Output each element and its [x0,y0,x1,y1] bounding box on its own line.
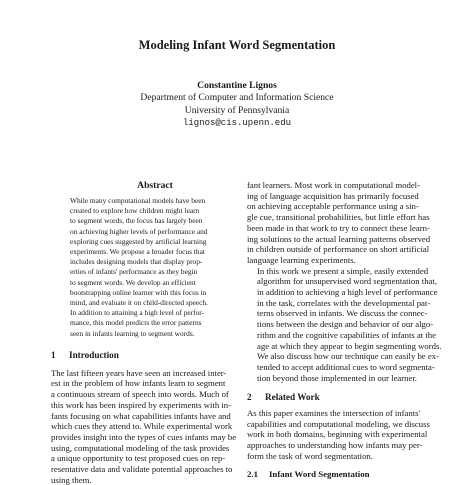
text-line: a unique opportunity to test proposed cues on rep- [51,453,226,464]
text-line: rithm and the cognitive capabilities of infants at the [257,329,437,340]
text-line: experiments. We propose a broader focus that [70,247,205,257]
text-line: language learning experiments. [247,254,356,265]
paper-title: Modeling Infant Word Segmentation [138,38,336,52]
text-line: fants focusing on what capabilities infants have and [51,410,231,421]
text-line: capabilities and computational modeling, we discuss [247,418,430,429]
text-line: tion beyond those implemented in our learner. [257,372,417,383]
text-line: fant learners. Most work in computational model- [247,180,420,190]
introduction-body [51,368,261,485]
text-line: In this work we present a simple, easily extended [257,265,429,276]
text-line: to segment words, the focus has largely been [70,216,203,226]
text-line: in children outside of performance on short artificial [247,244,430,255]
text-line: created to explore how children might learn [70,206,200,216]
text-line: We also discuss how our technique can easily be ex- [257,351,439,362]
text-line: ing solutions to the actual learning patterns observed [247,233,431,244]
right-column [247,180,467,479]
abstract-body [70,196,240,339]
text-line: work in both domains, beginning with experimental [247,429,428,440]
author-affiliation-university: University of Pennsylvania [184,104,290,116]
text-line: form the task of word segmentation. [247,450,373,461]
text-line: using, computational modeling of the task provides [51,442,230,453]
author-name: Constantine Lignos [197,80,277,91]
section-heading-introduction [51,350,261,361]
text-line: In addition to attaining a high level of perfor- [70,308,205,318]
text-line: tions between the design and behavior of our algo- [257,319,434,330]
text-line: erties of infants' performance as they begin [70,267,198,277]
text-line: approaches to understanding how infants may per- [247,440,423,451]
section-title: Introduction [69,350,119,360]
text-line: mance, this model predicts the error patterns [70,318,202,328]
text-line: provides insight into the types of cues infants may be [51,431,237,442]
text-line: this work has been inspired by experiments with in- [51,399,231,410]
text-line: been made in that work to try to connect these learn- [247,222,430,233]
text-line: includes designing models that display prop- [70,257,203,267]
text-line: in the task, correlates with the developmental pat- [257,297,431,308]
text-line: to segment words. We develop an efficient [70,277,196,287]
text-line: algorithm for unsupervised word segmentation that, [257,276,437,287]
text-line: gle cue, transitional probabilities, but little effort has [247,212,430,223]
text-line: mind, and evaluate it on child-directed speech. [70,298,208,308]
text-line: The last fifteen years have seen an increased inter- [51,367,227,378]
text-line: age at which they appear to begin segmenting words. [257,340,442,351]
section-heading-related-work [247,392,467,403]
text-line: on achieving acceptable performance using a sin- [247,201,419,212]
subsection-number: 2.1 [247,468,258,479]
text-line: which cues they attend to. While experimental work [51,421,233,432]
author-affiliation-department: Department of Computer and Information Science [140,92,334,104]
section-number: 2 [247,392,252,403]
text-line: est in the problem of how infants learn to segment [51,378,226,389]
introduction-continued [247,180,467,266]
left-column [51,350,261,485]
text-line: As this paper examines the intersection of infants' [247,408,421,419]
text-line: on achieving higher levels of performance and [70,226,208,236]
text-line: in addition to achieving a high level of performance [257,287,438,298]
text-line: bootstrapping online learner with this focus in [70,287,207,297]
related-work-body [247,408,467,462]
text-line: using them. [51,474,92,485]
text-line: a continuous stream of speech into words. Much of [51,389,229,400]
author-email: lignos@cis.upenn.edu [182,118,292,129]
text-line: seen in infants learning to segment words. [70,328,195,338]
subsection-title: Infant Word Segmentation [269,468,370,479]
text-line: While many computational models have been [70,196,206,205]
introduction-paragraph-2 [247,266,467,384]
abstract-heading: Abstract [137,180,173,191]
text-line: tended to accept additional cues to word segmenta- [257,361,435,372]
text-line: ing of language acquisition has primarily focused [247,190,419,201]
author-block [0,80,474,130]
section-number: 1 [51,350,56,360]
text-line: terns observed in infants. We discuss the connec- [257,308,428,319]
text-line: exploring cues suggested by artificial learning [70,236,207,246]
text-line: resentative data and validate potential approaches to [51,464,233,475]
section-title: Related Work [265,392,320,403]
